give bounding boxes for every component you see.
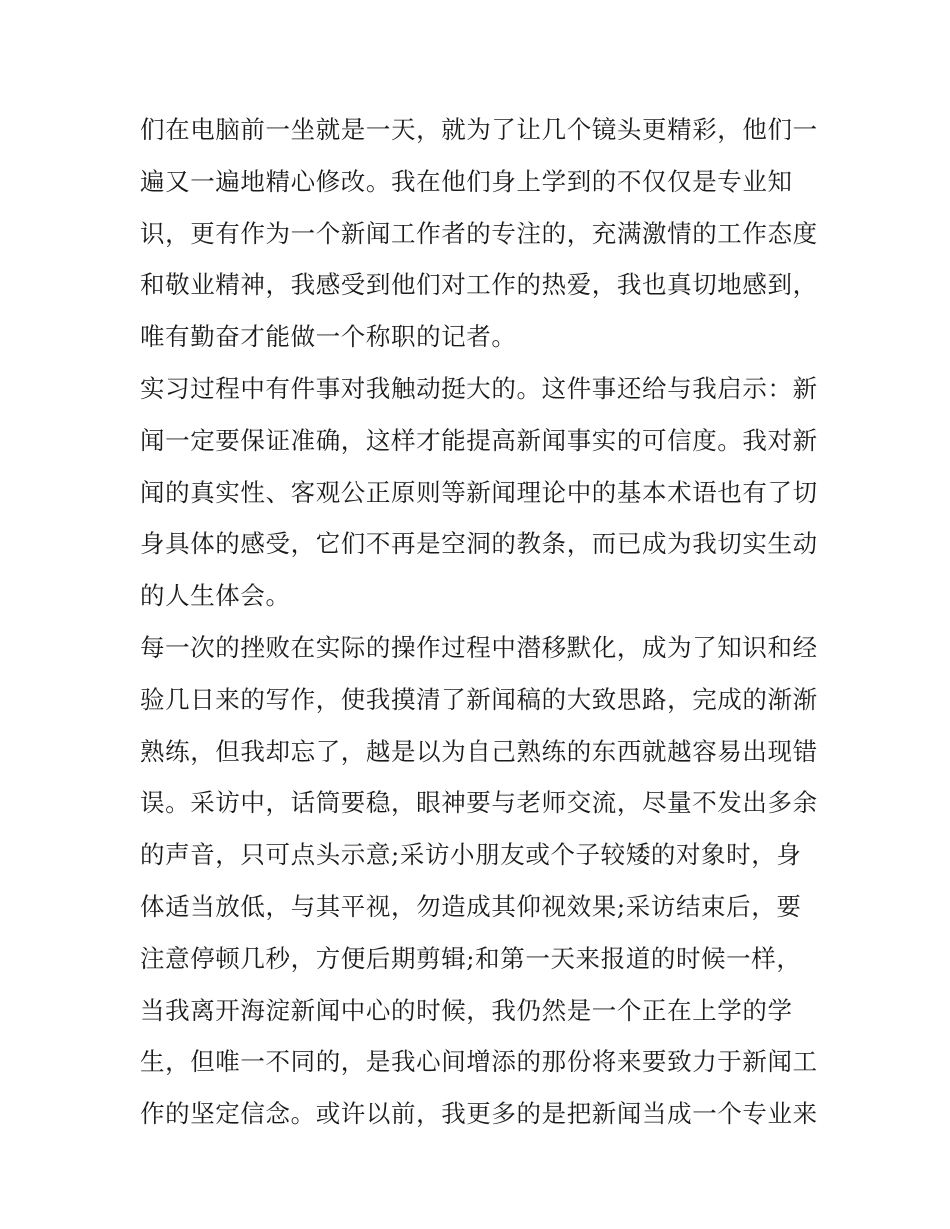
text-line: 生，但唯一不同的，是我心间增添的那份将来要致力于新闻工 xyxy=(140,1047,818,1077)
text-line: 实习过程中有件事对我触动挺大的。这件事还给与我启示：新 xyxy=(140,373,818,403)
text-line: 的人生体会。 xyxy=(140,581,291,611)
text-line: 识，更有作为一个新闻工作者的专注的，充满激情的工作态度 xyxy=(140,218,818,248)
text-line: 体适当放低，与其平视，勿造成其仰视效果;采访结束后，要 xyxy=(140,891,802,921)
text-line: 验几日来的写作，使我摸清了新闻稿的大致思路，完成的渐渐 xyxy=(140,684,818,714)
text-line: 唯有勤奋才能做一个称职的记者。 xyxy=(140,322,517,352)
text-line: 的声音，只可点头示意;采访小朋友或个子较矮的对象时，身 xyxy=(140,840,802,870)
text-line: 注意停顿几秒，方便后期剪辑;和第一天来报道的时候一样， xyxy=(140,943,802,973)
text-line: 和敬业精神，我感受到他们对工作的热爱，我也真切地感到， xyxy=(140,270,818,300)
text-line: 误。采访中，话筒要稳，眼神要与老师交流，尽量不发出多余 xyxy=(140,788,818,818)
text-line: 闻一定要保证准确，这样才能提高新闻事实的可信度。我对新 xyxy=(140,425,818,455)
body-text xyxy=(140,104,820,1140)
text-line: 遍又一遍地精心修改。我在他们身上学到的不仅仅是专业知 xyxy=(140,166,793,196)
text-line: 身具体的感受，它们不再是空洞的教条，而已成为我切实生动 xyxy=(140,529,818,559)
text-line: 当我离开海淀新闻中心的时候，我仍然是一个正在上学的学 xyxy=(140,995,793,1025)
text-line: 作的坚定信念。或许以前，我更多的是把新闻当成一个专业来 xyxy=(140,1099,818,1129)
text-line: 每一次的挫败在实际的操作过程中潜移默化，成为了知识和经 xyxy=(140,632,818,662)
text-line: 熟练，但我却忘了，越是以为自己熟练的东西就越容易出现错 xyxy=(140,736,818,766)
text-line: 闻的真实性、客观公正原则等新闻理论中的基本术语也有了切 xyxy=(140,477,818,507)
text-line: 们在电脑前一坐就是一天，就为了让几个镜头更精彩，他们一 xyxy=(140,115,818,144)
